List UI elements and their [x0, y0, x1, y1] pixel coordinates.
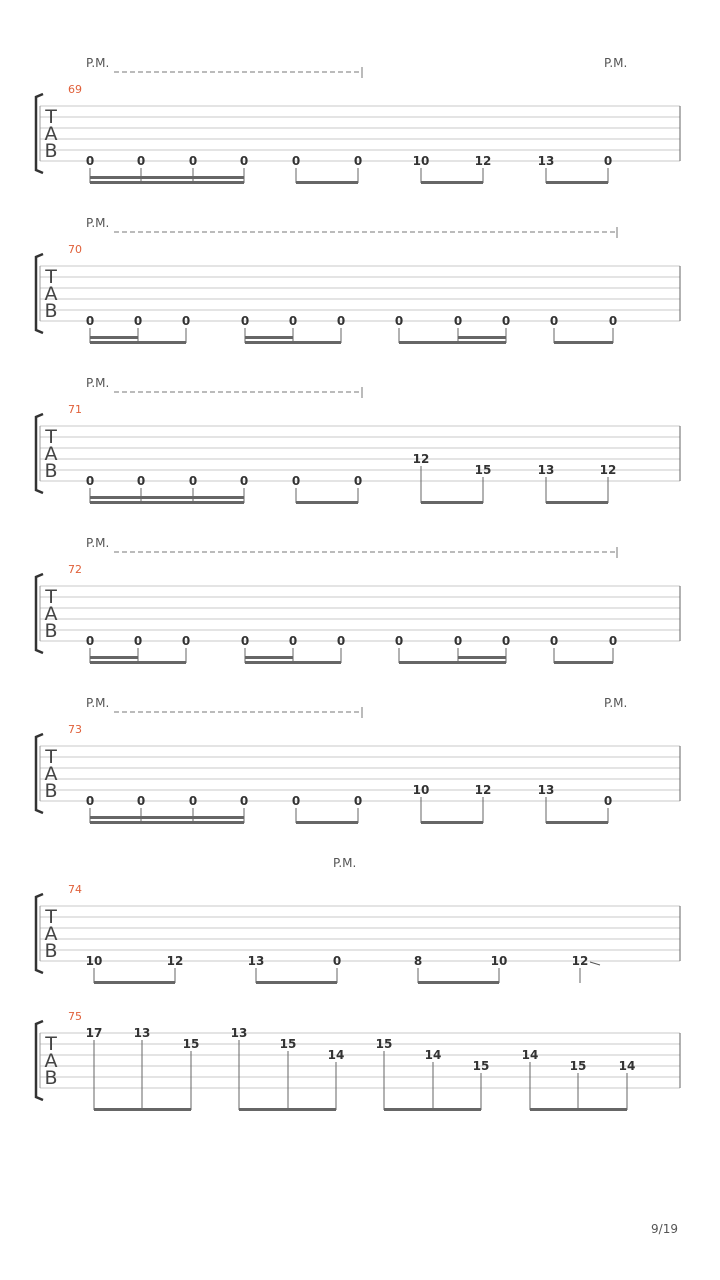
fret-number: 0 [453, 634, 463, 648]
fret-number: 12 [474, 154, 492, 168]
fret-number: 0 [239, 794, 249, 808]
fret-number: 0 [549, 634, 559, 648]
fret-number: 0 [608, 314, 618, 328]
bar-number: 69 [68, 83, 82, 96]
fret-number: 15 [472, 1059, 490, 1073]
fret-number: 14 [521, 1048, 539, 1062]
fret-number: 0 [136, 474, 146, 488]
fret-number: 0 [239, 474, 249, 488]
fret-number: 0 [133, 314, 143, 328]
tab-clef-letter: A [44, 283, 58, 305]
fret-number: 14 [327, 1048, 345, 1062]
tab-clef-letter: B [44, 460, 58, 482]
beam [245, 661, 341, 664]
beam-secondary [90, 176, 244, 179]
beam-secondary [458, 656, 506, 659]
fret-number: 0 [181, 314, 191, 328]
fret-number: 12 [474, 783, 492, 797]
fret-number: 10 [490, 954, 508, 968]
fret-number: 0 [332, 954, 342, 968]
beam-secondary [458, 336, 506, 339]
fret-number: 0 [239, 154, 249, 168]
fret-number: 17 [85, 1026, 103, 1040]
beam [94, 1108, 191, 1111]
fret-number: 0 [85, 154, 95, 168]
tab-clef-letter: B [44, 620, 58, 642]
palm-mute-label: P.M. [604, 696, 628, 710]
fret-number: 12 [599, 463, 617, 477]
beam [239, 1108, 336, 1111]
fret-number: 0 [188, 474, 198, 488]
fret-number: 13 [133, 1026, 151, 1040]
fret-number: 0 [353, 154, 363, 168]
bar-number: 71 [68, 403, 82, 416]
beam-secondary [90, 496, 244, 499]
bar-number: 72 [68, 563, 82, 576]
tab-system-69 [36, 56, 680, 184]
fret-number: 10 [412, 783, 430, 797]
beam [296, 501, 358, 504]
fret-number: 0 [501, 634, 511, 648]
fret-number: 13 [230, 1026, 248, 1040]
slide-mark [590, 962, 600, 965]
fret-number: 8 [413, 954, 423, 968]
palm-mute-label: P.M. [86, 536, 110, 550]
palm-mute-label: P.M. [86, 376, 110, 390]
beam [546, 181, 608, 184]
fret-number: 14 [618, 1059, 636, 1073]
beam [546, 501, 608, 504]
bar-number: 75 [68, 1010, 82, 1023]
beam [90, 821, 244, 824]
fret-number: 0 [136, 794, 146, 808]
palm-mute-label: P.M. [86, 56, 110, 70]
fret-number: 13 [537, 154, 555, 168]
beam [90, 501, 244, 504]
fret-number: 0 [353, 794, 363, 808]
fret-number: 15 [182, 1037, 200, 1051]
fret-number: 13 [247, 954, 265, 968]
fret-number: 0 [549, 314, 559, 328]
fret-number: 0 [453, 314, 463, 328]
fret-number: 0 [181, 634, 191, 648]
tab-system-74 [36, 856, 680, 984]
beam [90, 661, 186, 664]
fret-number: 0 [85, 314, 95, 328]
beam [90, 181, 244, 184]
tab-clef-letter: A [44, 603, 58, 625]
tab-clef-letter: A [44, 763, 58, 785]
fret-number: 0 [85, 794, 95, 808]
beam [256, 981, 337, 984]
fret-number: 15 [279, 1037, 297, 1051]
beam [421, 821, 483, 824]
beam [399, 341, 506, 344]
beam [245, 341, 341, 344]
beam [421, 181, 483, 184]
fret-number: 0 [288, 314, 298, 328]
fret-number: 14 [424, 1048, 442, 1062]
tab-system-72 [36, 536, 680, 664]
fret-number: 12 [412, 452, 430, 466]
tab-clef-letter: T [45, 906, 57, 928]
beam-secondary [245, 336, 293, 339]
fret-number: 0 [240, 314, 250, 328]
beam [418, 981, 499, 984]
beam [530, 1108, 627, 1111]
tab-clef-letter: B [44, 1067, 58, 1089]
tab-clef-letter: B [44, 300, 58, 322]
beam [421, 501, 483, 504]
tab-system-75 [36, 1010, 680, 1111]
tab-clef-letter: B [44, 940, 58, 962]
beam-secondary [90, 816, 244, 819]
fret-number: 0 [136, 154, 146, 168]
fret-number: 10 [412, 154, 430, 168]
fret-number: 15 [375, 1037, 393, 1051]
fret-number: 0 [188, 154, 198, 168]
tab-system-71 [36, 376, 680, 504]
beam-secondary [90, 336, 138, 339]
tab-clef-letter: T [45, 586, 57, 608]
fret-number: 0 [188, 794, 198, 808]
page-number: 9/19 [651, 1222, 678, 1236]
fret-number: 0 [603, 154, 613, 168]
fret-number: 0 [291, 154, 301, 168]
fret-number: 0 [291, 474, 301, 488]
tab-clef-letter: T [45, 746, 57, 768]
fret-number: 15 [569, 1059, 587, 1073]
beam-secondary [90, 656, 138, 659]
fret-number: 0 [336, 634, 346, 648]
fret-number: 0 [133, 634, 143, 648]
tab-clef-letter: A [44, 123, 58, 145]
beam-secondary [245, 656, 293, 659]
fret-number: 0 [288, 634, 298, 648]
tab-clef-letter: T [45, 266, 57, 288]
tab-clef-letter: T [45, 1033, 57, 1055]
tab-clef-letter: B [44, 780, 58, 802]
tab-system-73 [36, 696, 680, 824]
fret-number: 10 [85, 954, 103, 968]
tab-clef-letter: T [45, 426, 57, 448]
beam [554, 341, 613, 344]
tab-clef-letter: A [44, 443, 58, 465]
fret-number: 15 [474, 463, 492, 477]
fret-number: 13 [537, 783, 555, 797]
beam [94, 981, 175, 984]
beam [90, 341, 186, 344]
bar-number: 73 [68, 723, 82, 736]
fret-number: 0 [240, 634, 250, 648]
beam [554, 661, 613, 664]
fret-number: 0 [501, 314, 511, 328]
tab-clef-letter: B [44, 140, 58, 162]
beam [399, 661, 506, 664]
fret-number: 0 [85, 474, 95, 488]
fret-number: 12 [571, 954, 589, 968]
beam [546, 821, 608, 824]
beam [296, 821, 358, 824]
fret-number: 0 [394, 634, 404, 648]
tab-clef-letter: A [44, 923, 58, 945]
tab-system-70 [36, 216, 680, 344]
tab-clef-letter: T [45, 106, 57, 128]
palm-mute-label: P.M. [86, 696, 110, 710]
fret-number: 0 [394, 314, 404, 328]
fret-number: 0 [85, 634, 95, 648]
beam [384, 1108, 481, 1111]
palm-mute-label: P.M. [604, 56, 628, 70]
palm-mute-label: P.M. [333, 856, 357, 870]
fret-number: 12 [166, 954, 184, 968]
fret-number: 13 [537, 463, 555, 477]
fret-number: 0 [603, 794, 613, 808]
fret-number: 0 [291, 794, 301, 808]
fret-number: 0 [336, 314, 346, 328]
palm-mute-label: P.M. [86, 216, 110, 230]
tab-clef-letter: A [44, 1050, 58, 1072]
fret-number: 0 [608, 634, 618, 648]
bar-number: 74 [68, 883, 82, 896]
beam [296, 181, 358, 184]
fret-number: 0 [353, 474, 363, 488]
bar-number: 70 [68, 243, 82, 256]
